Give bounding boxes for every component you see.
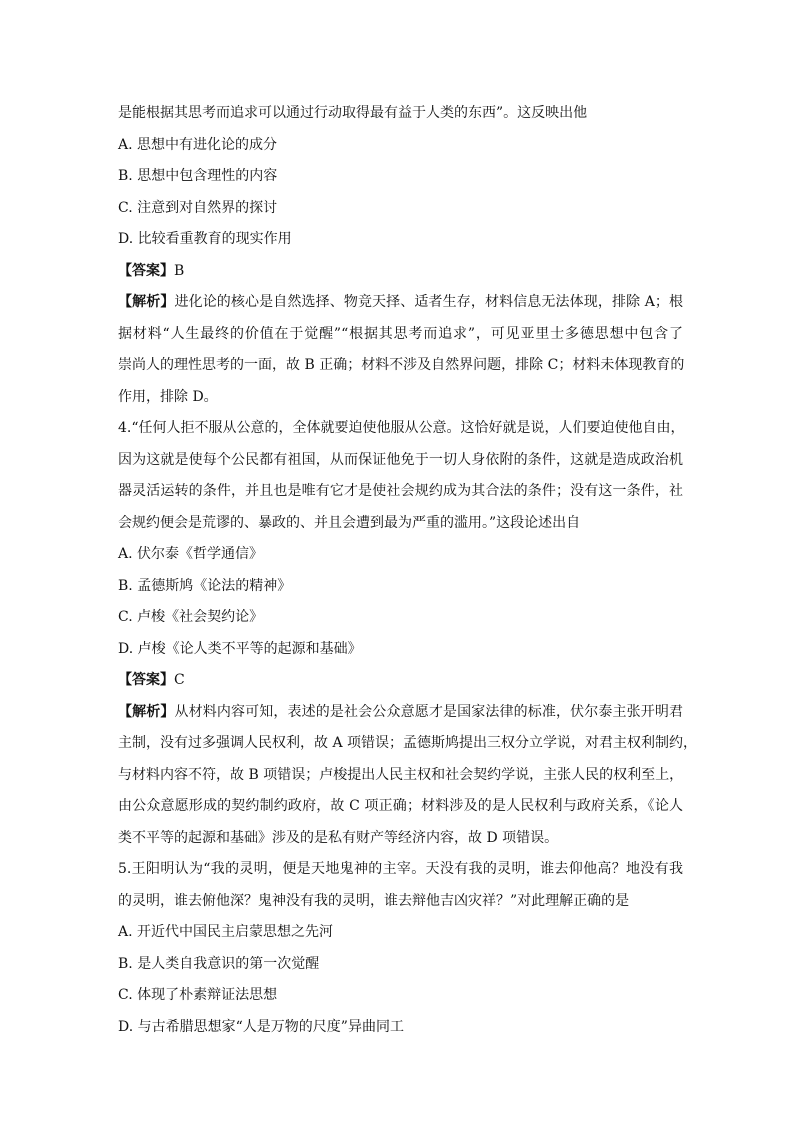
q3-analysis-line-2: 据材料“人生最终的价值在于觉醒”“根据其思考而追求”，可见亚里士多德思想中包含了 bbox=[118, 325, 683, 342]
q5-option-d: D. 与古希腊思想家“人是万物的尺度”异曲同工 bbox=[118, 1018, 404, 1035]
q4-option-d: D. 卢梭《论人类不平等的起源和基础》 bbox=[118, 640, 362, 657]
q4-answer-value: C bbox=[174, 672, 185, 688]
q3-analysis-line-3: 崇尚人的理性思考的一面，故 B 正确；材料不涉及自然界问题，排除 C；材料未体现教育的 bbox=[118, 357, 685, 373]
q3-stem-tail: 是能根据其思考而追求可以通过行动取得最有益于人类的东西”。这反映出他 bbox=[118, 105, 588, 121]
q4-stem-line-1: 4.“任何人拒不服从公意的，全体就要迫使他服从公意。这恰好就是说，人们要迫使他自由， bbox=[118, 420, 685, 436]
q3-option-b: B. 思想中包含理性的内容 bbox=[118, 168, 278, 184]
q4-option-c: C. 卢梭《社会契约论》 bbox=[118, 609, 264, 625]
q4-stem-line-4: 会规约便会是荒谬的、暴政的、并且会遭到最为严重的滥用。”这段论述出自 bbox=[118, 514, 581, 531]
q4-analysis-label: 【解析】 bbox=[118, 703, 175, 720]
q3-answer-label: 【答案】 bbox=[118, 262, 174, 279]
q5-stem-line-1: 5.王阳明认为“我的灵明，便是天地鬼神的主宰。天没有我的灵明，谁去仰他高？地没有我 bbox=[118, 861, 683, 877]
q5-option-a: A. 开近代中国民主启蒙思想之先河 bbox=[118, 924, 334, 940]
q4-stem-line-2: 因为这就是使每个公民都有祖国，从而保证他免于一切人身依附的条件，这就是造成政治机 bbox=[118, 451, 683, 468]
q4-analysis-text-1: 从材料内容可知，表述的是社会公众意愿才是国家法律的标准，伏尔泰主张开明君 bbox=[174, 703, 684, 720]
q3-option-a: A. 思想中有进化论的成分 bbox=[118, 136, 278, 153]
q5-option-c: C. 体现了朴素辩证法思想 bbox=[118, 987, 278, 1003]
q5-stem-line-2: 的灵明，谁去俯他深？鬼神没有我的灵明，谁去辩他吉凶灾祥？”对此理解正确的是 bbox=[118, 892, 630, 909]
q4-analysis-line-3: 与材料内容不符，故 B 项错误；卢梭提出人民主权和社会契约学说，主张人民的权利至上， bbox=[118, 766, 684, 783]
q4-option-a: A. 伏尔泰《哲学通信》 bbox=[118, 546, 264, 562]
q3-analysis-text-1: 进化论的核心是自然选择、物竞天择、适者生存，材料信息无法体现，排除 A；根 bbox=[174, 294, 684, 310]
q4-answer bbox=[118, 665, 683, 697]
document-page bbox=[118, 98, 698, 1043]
q3-analysis-line-1 bbox=[118, 287, 683, 319]
q4-answer-label: 【答案】 bbox=[118, 672, 174, 688]
q4-analysis-line-1 bbox=[118, 697, 683, 729]
q3-option-d: D. 比较看重教育的现实作用 bbox=[118, 231, 292, 247]
q3-answer bbox=[118, 256, 683, 288]
q4-analysis-line-5: 类不平等的起源和基础》涉及的是私有财产等经济内容，故 D 项错误。 bbox=[118, 829, 559, 846]
q5-option-b: B. 是人类自我意识的第一次觉醒 bbox=[118, 955, 320, 972]
q4-stem-line-3: 器灵活运转的条件，并且也是唯有它才是使社会规约成为其合法的条件；没有这一条件，社 bbox=[118, 483, 683, 499]
q4-analysis-line-4: 由公众意愿形成的契约制约政府，故 C 项正确；材料涉及的是人民权利与政府关系，《论人 bbox=[118, 798, 683, 814]
q4-analysis-line-2: 主制，没有过多强调人民权利，故 A 项错误；孟德斯鸠提出三权分立学说，对君主权利制约， bbox=[118, 735, 698, 751]
q4-option-b: B. 孟德斯鸠《论法的精神》 bbox=[118, 577, 292, 594]
q3-analysis-line-4: 作用，排除 D。 bbox=[118, 388, 218, 405]
q3-answer-value: B bbox=[174, 262, 185, 279]
q3-analysis-label: 【解析】 bbox=[118, 294, 175, 310]
q3-option-c: C. 注意到对自然界的探讨 bbox=[118, 199, 278, 216]
